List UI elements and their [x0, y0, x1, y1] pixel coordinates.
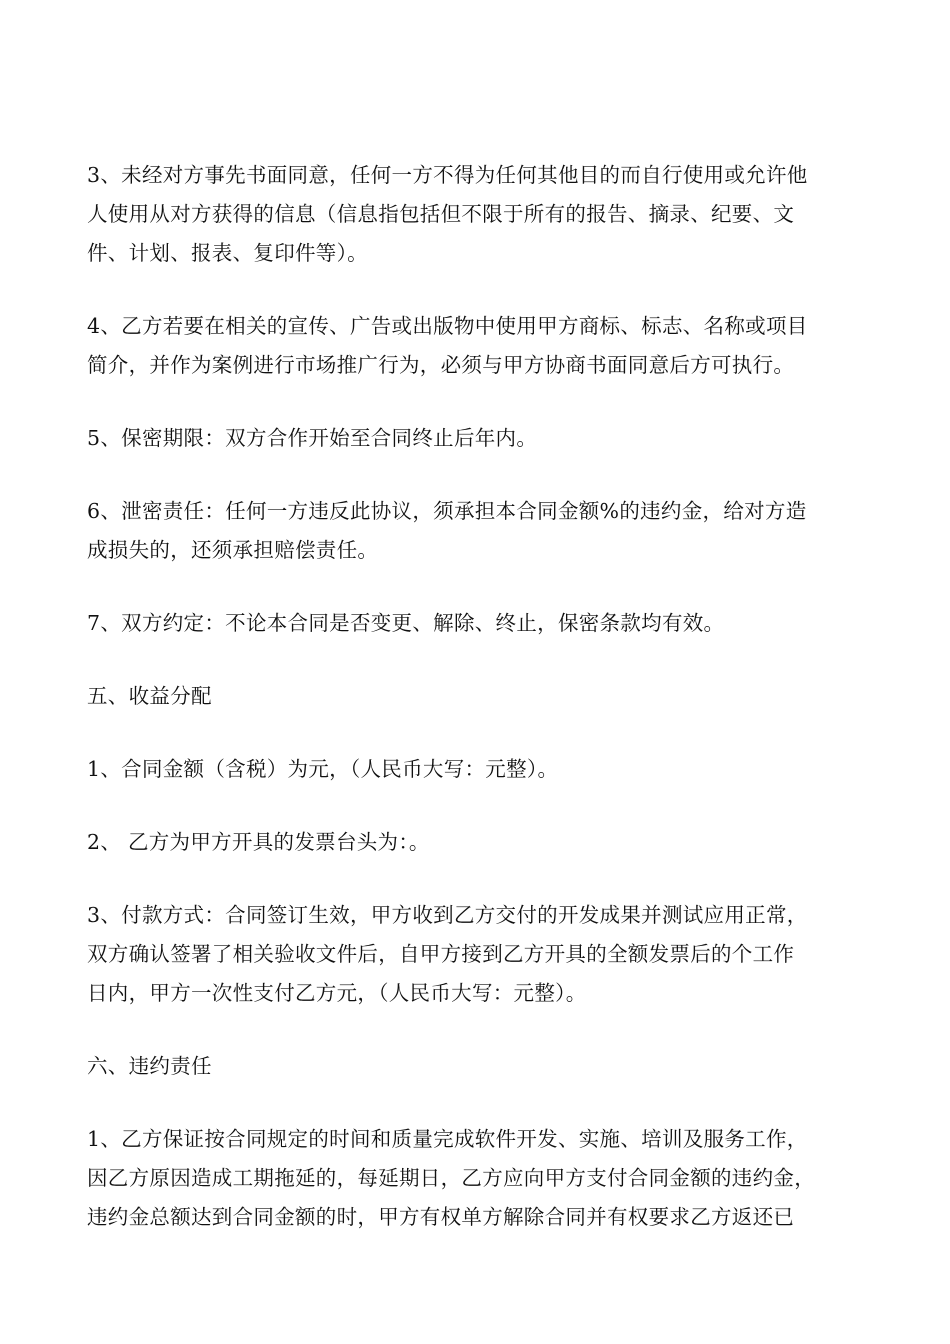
revenue-item-1 [87, 750, 867, 789]
text-line: 因乙方原因造成工期拖延的，每延期日，乙方应向甲方支付合同金额的违约金， [87, 1166, 815, 1190]
revenue-item-2 [87, 823, 867, 862]
text-line: 日内，甲方一次性支付乙方元，（人民币大写：元整）。 [87, 981, 587, 1005]
clause-7 [87, 604, 867, 643]
text-line: 件、计划、报表、复印件等）。 [87, 241, 368, 265]
text-line: 双方确认签署了相关验收文件后，自甲方接到乙方开具的全额发票后的个工作 [87, 942, 795, 966]
text-line: 成损失的，还须承担赔偿责任。 [87, 538, 379, 562]
section-heading: 五、收益分配 [87, 684, 212, 708]
text-line: 简介，并作为案例进行市场推广行为，必须与甲方协商书面同意后方可执行。 [87, 353, 795, 377]
text-line: 7、双方约定：不论本合同是否变更、解除、终止，保密条款均有效。 [87, 611, 725, 635]
clause-6 [87, 492, 867, 570]
section-heading-liability [87, 1047, 867, 1086]
text-line: 3、未经对方事先书面同意，任何一方不得为任何其他目的而自行使用或允许他 [87, 163, 808, 187]
text-line: 1、合同金额（含税）为元，（人民币大写：元整）。 [87, 757, 559, 781]
section-heading-revenue [87, 677, 867, 716]
clause-3 [87, 156, 867, 273]
text-line: 2、 乙方为甲方开具的发票台头为：。 [87, 830, 430, 854]
text-line: 人使用从对方获得的信息（信息指包括但不限于所有的报告、摘录、纪要、文 [87, 202, 795, 226]
document-page [87, 156, 867, 1237]
text-line: 4、乙方若要在相关的宣传、广告或出版物中使用甲方商标、标志、名称或项目 [87, 314, 808, 338]
clause-4 [87, 307, 867, 385]
clause-5 [87, 419, 867, 458]
text-line: 违约金总额达到合同金额的时，甲方有权单方解除合同并有权要求乙方返还已 [87, 1205, 795, 1229]
section-heading: 六、违约责任 [87, 1054, 212, 1078]
text-line: 6、泄密责任：任何一方违反此协议，须承担本合同金额%的违约金，给对方造 [87, 499, 807, 523]
revenue-item-3 [87, 896, 867, 1013]
text-line: 3、付款方式：合同签订生效，甲方收到乙方交付的开发成果并测试应用正常， [87, 903, 808, 927]
liability-item-1 [87, 1120, 867, 1237]
text-line: 1、乙方保证按合同规定的时间和质量完成软件开发、实施、培训及服务工作， [87, 1127, 808, 1151]
text-line: 5、保密期限：双方合作开始至合同终止后年内。 [87, 426, 538, 450]
